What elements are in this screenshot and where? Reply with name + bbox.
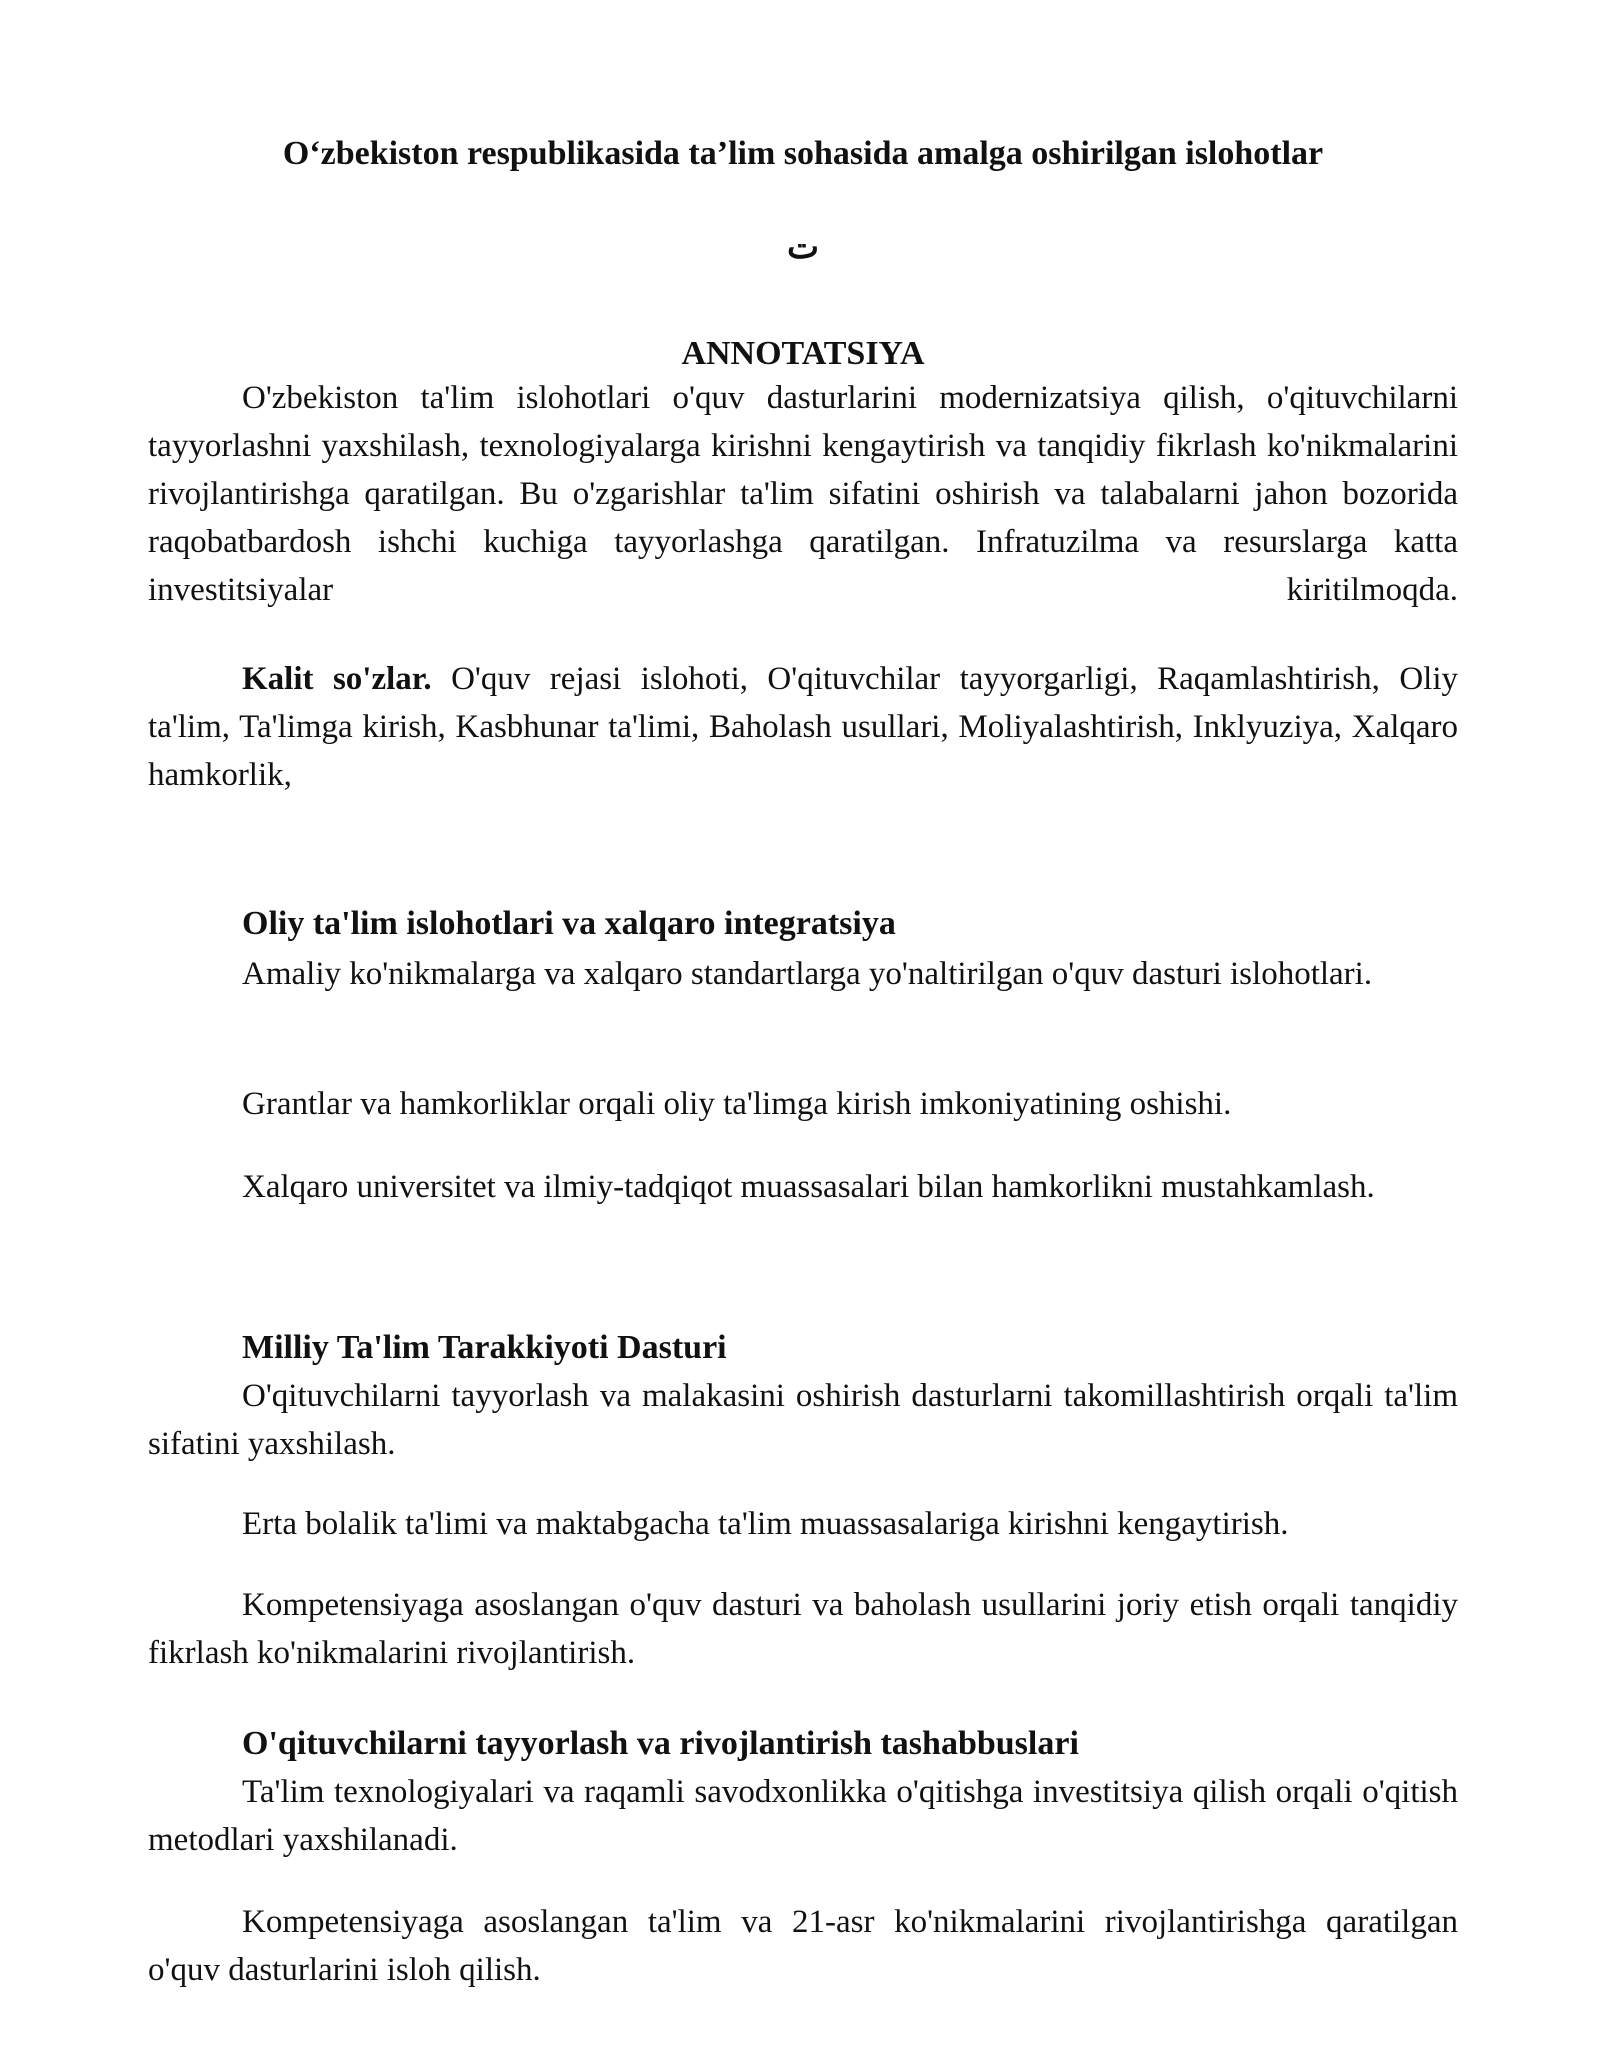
- keywords-text: O'quv rejasi islohoti, O'qituvchilar tayyorgarligi, Raqamlashtirish, Oliy ta'lim, Ta'limga kirish, Kasbhunar ta'limi, Baholash usullari, Moliyalashtirish, Inklyuziya, Xalqaro hamkorlik,: [148, 661, 1458, 793]
- section-paragraph: Erta bolalik ta'limi va maktabgacha ta'lim muassasalariga kirishni kengaytirish.: [242, 1506, 1289, 1542]
- keywords-paragraph: [148, 655, 1458, 799]
- keywords-label: Kalit so'zlar.: [242, 661, 432, 697]
- section-paragraph: Amaliy ko'nikmalarga va xalqaro standartlarga yo'naltirilgan o'quv dasturi islohotlari.: [242, 956, 1373, 992]
- section-paragraph: Kompetensiyaga asoslangan ta'lim va 21-asr ko'nikmalarini rivojlantirishga qaratilgan o'quv dasturlarini isloh qilish.: [148, 1904, 1458, 1988]
- arabic-glyph: ت: [786, 229, 819, 266]
- section-heading: Milliy Ta'lim Tarakkiyoti Dasturi: [242, 1329, 727, 1366]
- section-paragraph: Xalqaro universitet va ilmiy-tadqiqot muassasalari bilan hamkorlikni mustahkamlash.: [242, 1169, 1375, 1205]
- annotation-heading: ANNOTATSIYA: [681, 335, 925, 372]
- section-heading: O'qituvchilarni tayyorlash va rivojlantirish tashabbuslari: [242, 1725, 1079, 1762]
- section-paragraph: Kompetensiyaga asoslangan o'quv dasturi va baholash usullarini joriy etish orqali tanqidiy fikrlash ko'nikmalarini rivojlantirish.: [148, 1587, 1458, 1671]
- section-heading: Oliy ta'lim islohotlari va xalqaro integratsiya: [242, 905, 896, 942]
- section-paragraph: Grantlar va hamkorliklar orqali oliy ta'limga kirish imkoniyatining oshishi.: [242, 1086, 1232, 1122]
- section-paragraph: Ta'lim texnologiyalari va raqamli savodxonlikka o'qitishga investitsiya qilish orqali o'qitish metodlari yaxshilanadi.: [148, 1774, 1458, 1858]
- document-title: O‘zbekiston respublikasida ta’lim sohasida amalga oshirilgan islohotlar: [282, 135, 1324, 172]
- annotation-paragraph: O'zbekiston ta'lim islohotlari o'quv dasturlarini modernizatsiya qilish, o'qituvchilarni tayyorlashni yaxshilash, texnologiyalarga kirishni kengaytirish va tanqidiy fikrlash ko'nikmalarini rivojlantirishga qaratilgan. Bu o'zgarishlar ta'lim sifatini oshirish va talabalarni jahon bozorida raqobatbardosh ishchi kuchiga tayyorlashga qaratilgan. Infratuzilma va resurslarga katta investitsiyalar kiritilmoqda.: [148, 380, 1458, 608]
- section-paragraph: O'qituvchilarni tayyorlash va malakasini oshirish dasturlarni takomillashtirish orqali ta'lim sifatini yaxshilash.: [148, 1378, 1458, 1462]
